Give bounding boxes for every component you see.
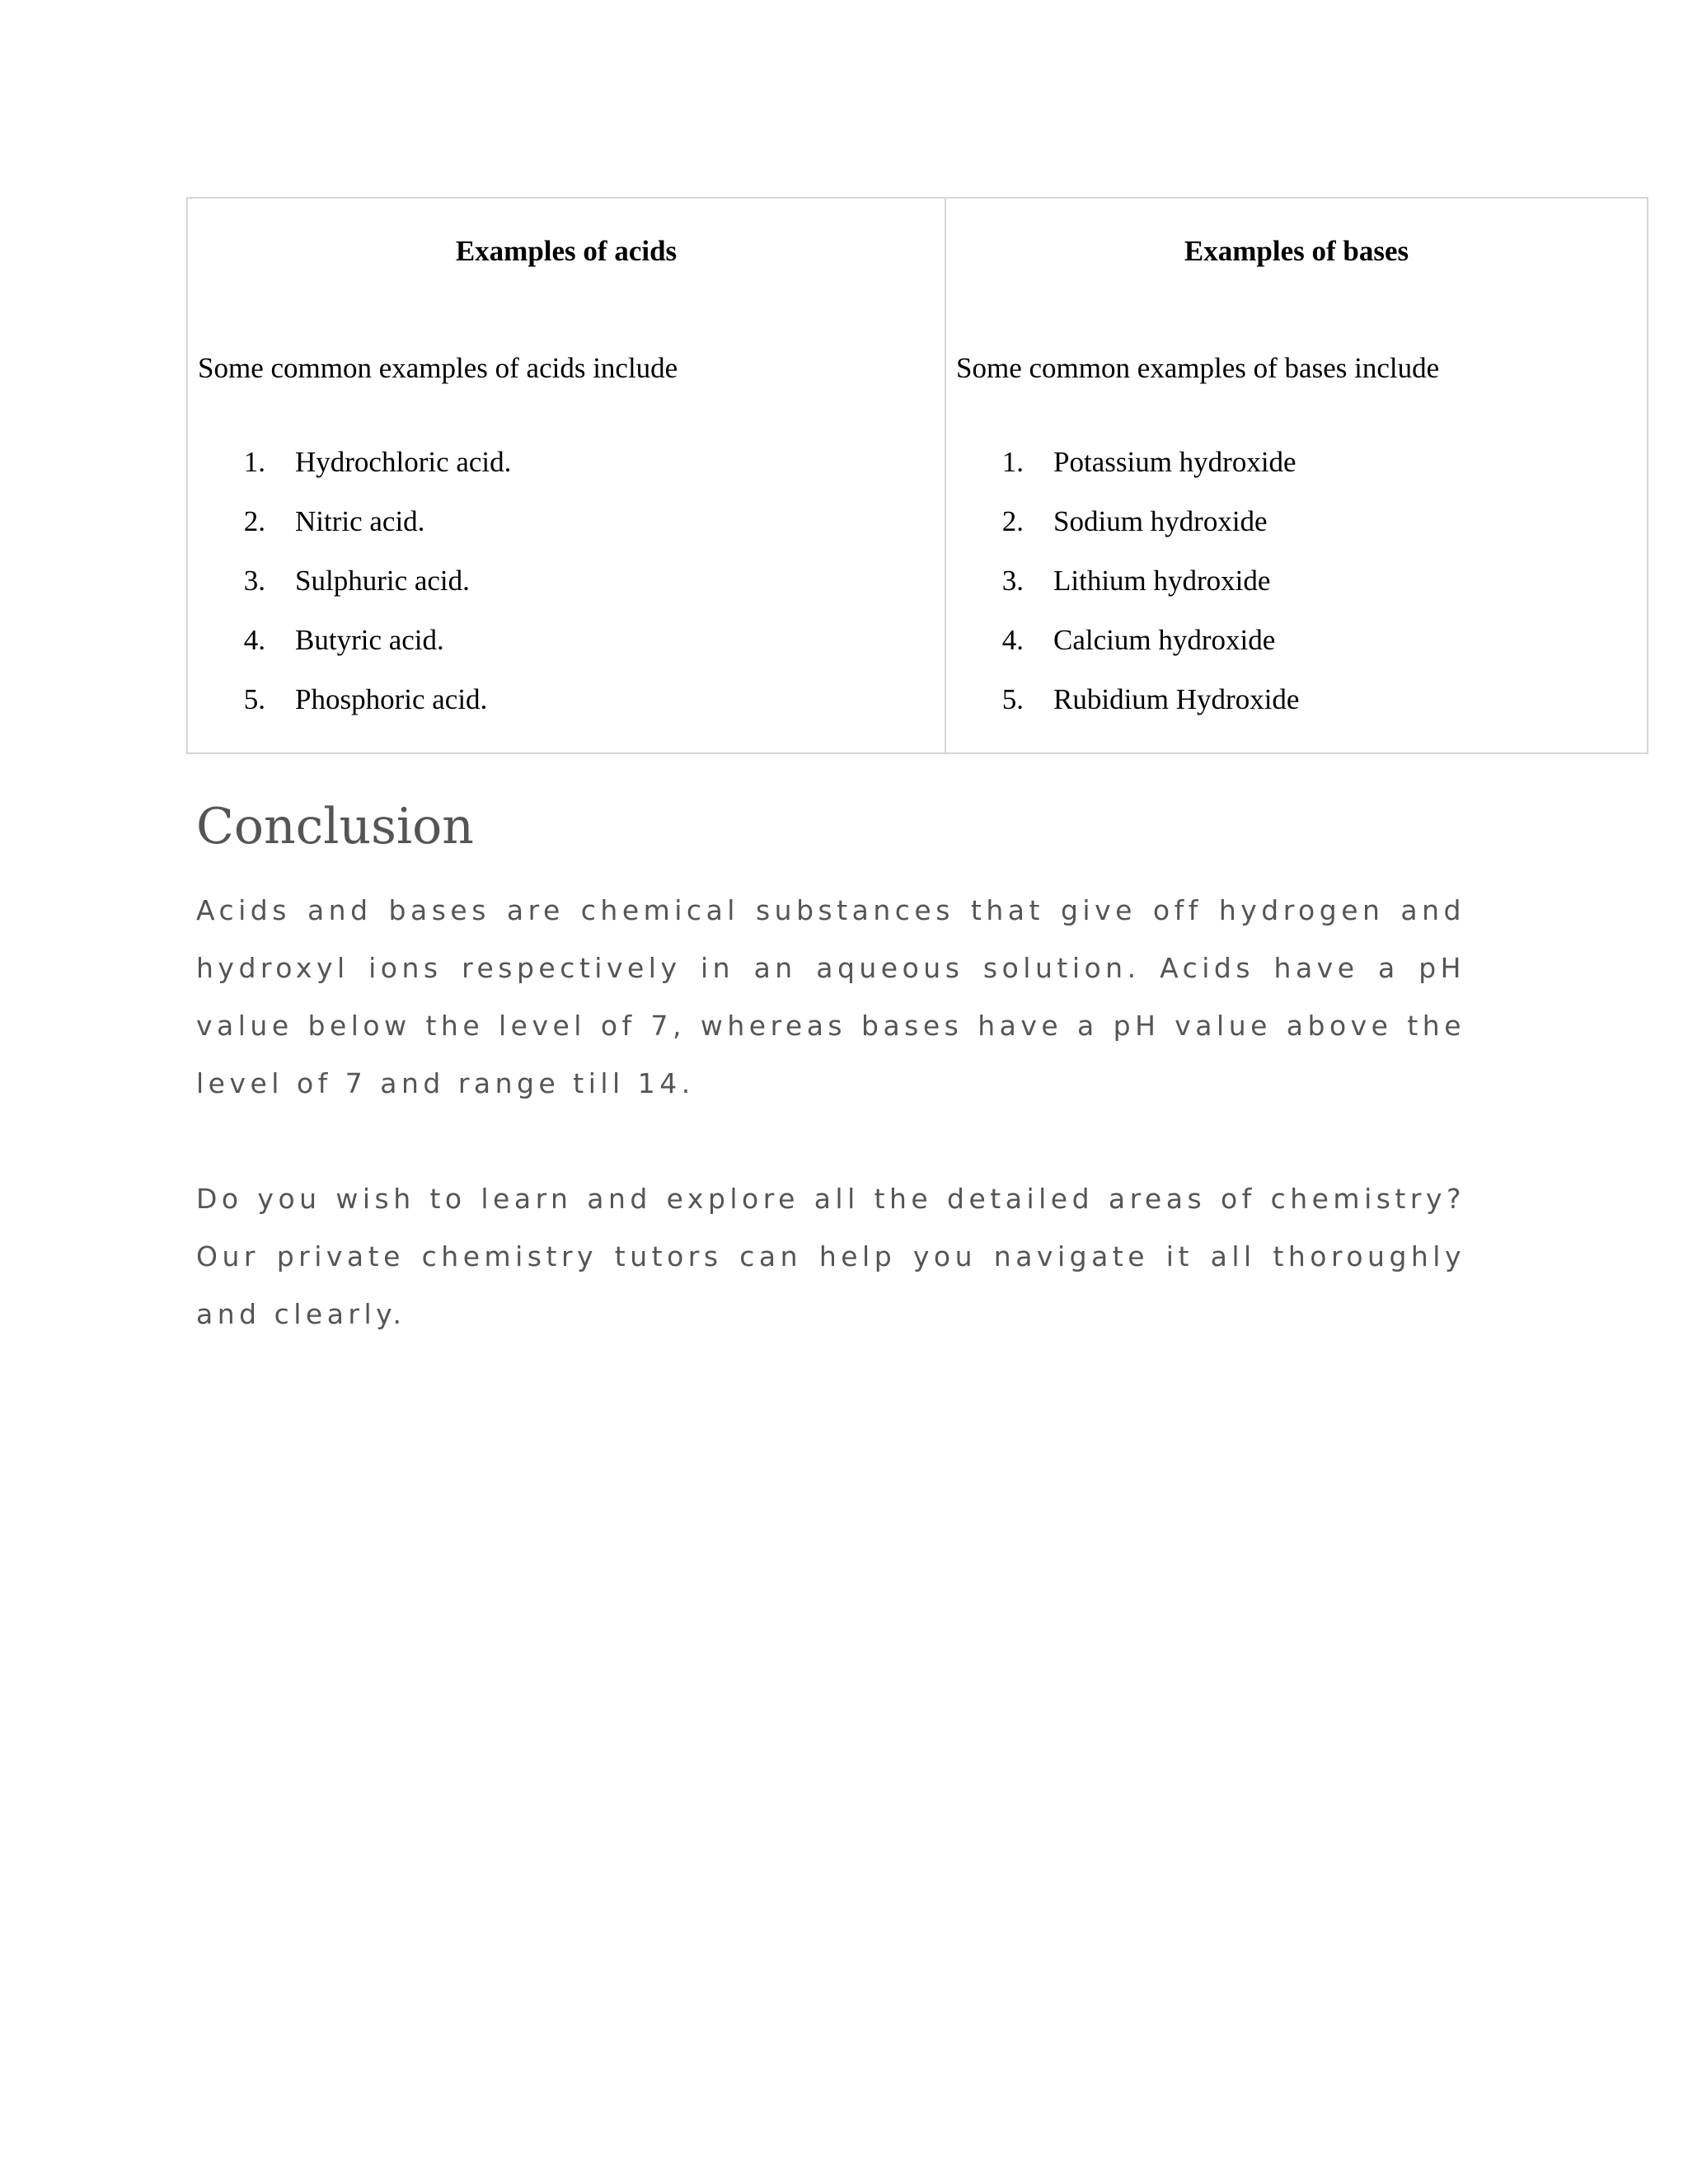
list-number: 1. [1001, 446, 1024, 478]
acids-bases-table [186, 197, 1648, 754]
table-row [187, 198, 1648, 753]
list-number: 5. [243, 683, 265, 715]
list-text: Potassium hydroxide [1053, 446, 1296, 478]
list-text: Hydrochloric acid. [295, 446, 512, 478]
acids-heading: Examples of acids [455, 235, 678, 267]
list-number: 1. [243, 446, 265, 478]
list-item [198, 680, 935, 739]
list-item [956, 502, 1637, 561]
conclusion-heading: Conclusion [196, 798, 474, 855]
list-text: Sodium hydroxide [1053, 505, 1268, 537]
bases-list [956, 443, 1637, 739]
bases-heading: Examples of bases [1184, 235, 1409, 267]
list-text: Sulphuric acid. [295, 565, 470, 597]
acids-list [198, 443, 935, 739]
acids-intro: Some common examples of acids include [198, 352, 678, 384]
acids-cell [187, 198, 945, 753]
conclusion-paragraph-1: Acids and bases are chemical substances that give off hydrogen and hydroxyl ions respectively in an aqueous solution. Acids have a pH value below the level of 7, whereas bases have a pH value above the level of 7 and range till 14. [196, 894, 1465, 1099]
list-item [956, 561, 1637, 621]
list-number: 5. [1001, 683, 1024, 715]
list-item [956, 443, 1637, 502]
list-text: Phosphoric acid. [295, 683, 488, 715]
bases-intro: Some common examples of bases include [956, 352, 1440, 384]
list-item [956, 680, 1637, 739]
list-text: Nitric acid. [295, 505, 425, 537]
list-number: 2. [1001, 505, 1024, 537]
list-item [956, 621, 1637, 680]
list-text: Lithium hydroxide [1053, 565, 1271, 597]
list-text: Rubidium Hydroxide [1053, 683, 1300, 715]
list-number: 2. [243, 505, 265, 537]
list-number: 3. [243, 565, 265, 597]
conclusion-paragraph-2: Do you wish to learn and explore all the detailed areas of chemistry? Our private chemistry tutors can help you navigate it all thoroughly and clearly. [196, 1183, 1465, 1330]
list-text: Butyric acid. [295, 624, 444, 656]
list-item [198, 443, 935, 502]
list-text: Calcium hydroxide [1053, 624, 1276, 656]
list-number: 4. [243, 624, 265, 656]
conclusion-section [196, 790, 1465, 1343]
list-item [198, 561, 935, 621]
list-item [198, 621, 935, 680]
list-number: 4. [1001, 624, 1024, 656]
bases-cell [945, 198, 1648, 753]
list-number: 3. [1001, 565, 1024, 597]
list-item [198, 502, 935, 561]
